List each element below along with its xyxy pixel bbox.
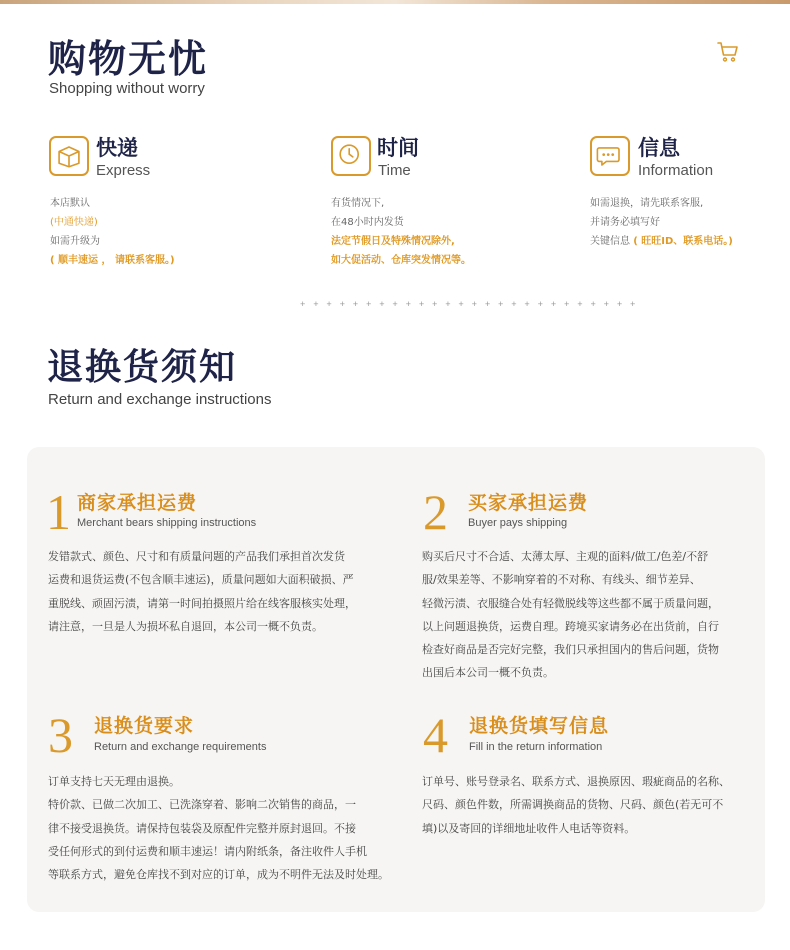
section-line: 填)以及寄回的详细地址收件人电话等资料。: [422, 821, 636, 835]
section-body: [422, 545, 719, 685]
feature-title-information: 信息: [638, 136, 680, 160]
section-title: 商家承担运费: [77, 492, 198, 514]
chat-bubble-icon: [590, 136, 630, 176]
returns-title: 退换货须知: [47, 347, 238, 388]
section-line: 服/效果差等、不影响穿着的不对称、有线头、细节差异、: [422, 573, 701, 587]
shopping-cart-icon[interactable]: [716, 40, 740, 64]
section-line: 重脱线、顽固污渍，请第一时间拍摄照片给在线客服核实处理，: [48, 596, 356, 610]
feature-line: 并请务必填写好: [590, 217, 660, 228]
section-title: 退换货要求: [94, 715, 195, 737]
section-line: 请注意，一旦是人为损坏私自退回，本公司一概不负责。: [48, 619, 323, 633]
section-number: 1: [46, 484, 71, 540]
section-body: [422, 770, 730, 840]
feature-title-express: 快递: [96, 136, 138, 160]
returns-subtitle: Return and exchange instructions: [48, 391, 272, 408]
feature-subtitle-information: Information: [638, 162, 714, 179]
section-subtitle: Merchant bears shipping instructions: [77, 517, 257, 529]
section-subtitle: Buyer pays shipping: [468, 517, 568, 529]
dotted-divider: + + + + + + + + + + + + + + + + + + + + + + + + + +: [300, 300, 637, 310]
section-subtitle: Return and exchange requirements: [94, 741, 267, 753]
section-line: 发错款式、颜色、尺寸和有质量问题的产品我们承担首次发货: [48, 550, 345, 563]
feature-line: [590, 232, 733, 251]
section-line: 运费和退货运费(不包含顺丰速运)，质量问题如大面积破损、严: [48, 573, 354, 587]
section-line: 受任何形式的到付运费和顺丰速运！请内附纸条，备注收件人手机: [48, 844, 367, 858]
top-decorative-band: [0, 0, 790, 4]
section-line: 以上问题退换货，运费自理。跨境买家请务必在出货前，自行: [422, 619, 719, 633]
feature-line: (中通快递): [50, 217, 98, 228]
section-line: 订单号、账号登录名、联系方式、退换原因、瑕疵商品的名称、: [422, 775, 730, 788]
section-line: 律不接受退换货。请保持包装袋及原配件完整并原封退回。不接: [48, 821, 356, 835]
feature-line: 在48小时内发货: [331, 217, 404, 228]
feature-title-time: 时间: [377, 136, 419, 160]
feature-line-highlight: ( 旺旺ID、联系电话。): [633, 236, 733, 247]
page-title: 购物无忧: [48, 37, 209, 81]
feature-line: 如大促活动、仓库突发情况等。: [331, 255, 471, 266]
feature-line: 法定节假日及特殊情况除外,: [331, 236, 455, 247]
section-line: 等联系方式，避免仓库找不到对应的订单，成为不明件无法及时处理。: [48, 868, 389, 882]
section-body: [48, 770, 389, 886]
section-number: 3: [48, 707, 73, 763]
section-line: 出国后本公司一概不负责。: [422, 666, 554, 680]
section-number: 2: [423, 484, 448, 540]
section-line: 尺码、颜色件数，所需调换商品的货物、尺码、颜色(若无可不: [422, 798, 724, 812]
package-box-icon: [49, 136, 89, 176]
feature-line-plain: 关键信息: [590, 236, 634, 247]
clock-icon: [331, 136, 371, 176]
section-title: 退换货填写信息: [469, 715, 610, 737]
section-body: [48, 545, 356, 638]
section-subtitle: Fill in the return information: [469, 741, 603, 753]
feature-line: 如需退换，请先联系客服,: [590, 198, 704, 209]
feature-subtitle-express: Express: [96, 162, 151, 179]
feature-line: ( 顺丰速运 ， 请联系客服。): [50, 255, 175, 266]
section-line: 检查好商品是否完好完整，我们只承担国内的售后问题，货物: [422, 643, 719, 657]
feature-text-express: [50, 194, 175, 270]
feature-line: 有货情况下,: [331, 198, 385, 209]
feature-line: 如需升级为: [50, 236, 100, 247]
section-line: 订单支持七天无理由退换。: [48, 775, 180, 788]
feature-subtitle-time: Time: [378, 162, 411, 179]
section-title: 买家承担运费: [468, 492, 589, 514]
section-line: 特价款、已做二次加工、已洗涤穿着、影响二次销售的商品，一: [48, 798, 356, 812]
feature-text-time: [331, 194, 471, 270]
section-line: 轻微污渍、衣服缝合处有轻微脱线等这些都不属于质量问题，: [422, 596, 719, 610]
section-line: 购买后尺寸不合适、太薄太厚、主观的面料/做工/色差/不舒: [422, 550, 709, 563]
feature-text-information: [590, 194, 733, 251]
section-number: 4: [423, 707, 448, 763]
page-subtitle: Shopping without worry: [49, 80, 205, 97]
feature-line: 本店默认: [50, 198, 90, 209]
